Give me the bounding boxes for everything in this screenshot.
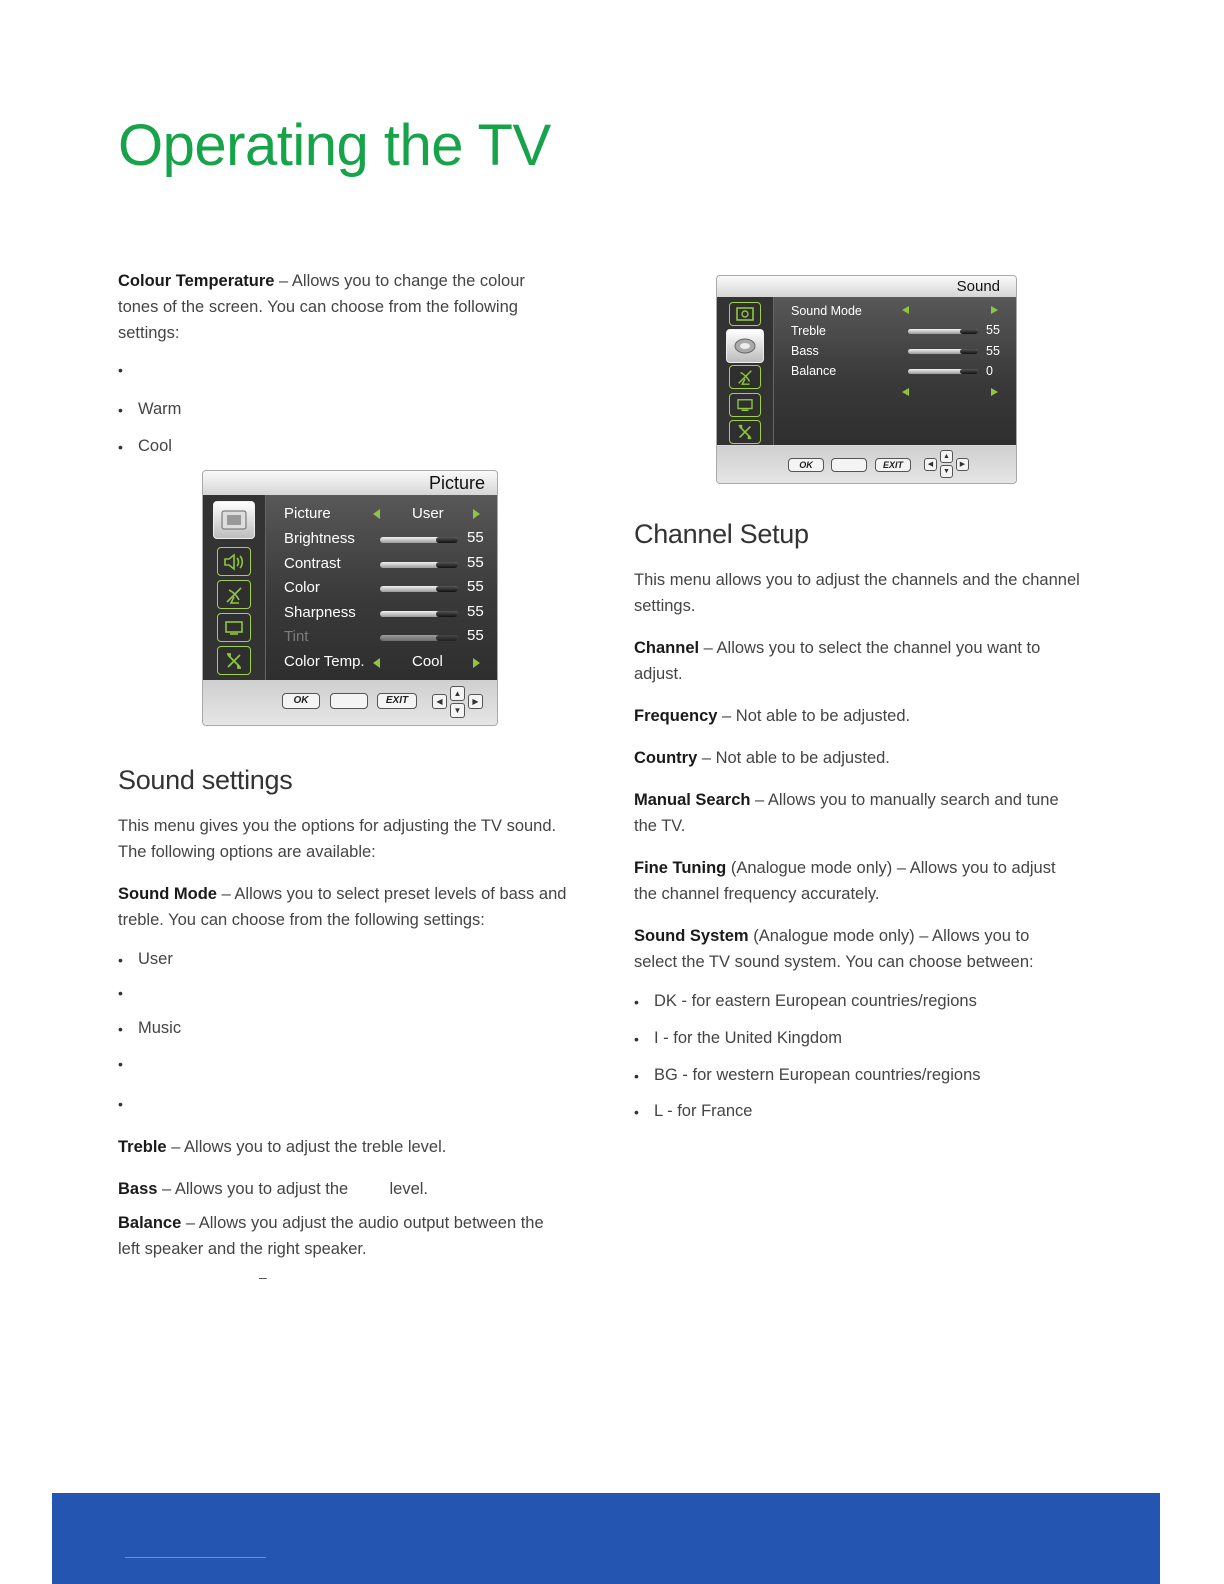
osd-row-label[interactable]: Balance	[791, 364, 837, 378]
footer-link[interactable]	[125, 1557, 266, 1558]
bass-slider[interactable]	[908, 349, 978, 354]
nav-up-icon[interactable]: ▲	[450, 686, 465, 701]
speaker-icon[interactable]	[726, 329, 764, 363]
blank-button[interactable]	[330, 693, 368, 709]
brightness-slider[interactable]	[380, 537, 458, 543]
osd-row-value: 55	[467, 603, 484, 620]
footer-bar	[52, 1493, 1160, 1584]
list-item: •	[118, 1096, 123, 1112]
ok-button[interactable]: OK	[282, 693, 320, 709]
sound-settings-heading: Sound settings	[118, 765, 293, 795]
treble-desc: Treble – Allows you to adjust the treble level.	[118, 1138, 447, 1156]
sharpness-slider[interactable]	[380, 611, 458, 617]
osd-row-value: 55	[467, 627, 484, 644]
exit-button[interactable]: EXIT	[377, 693, 417, 709]
osd-row-label[interactable]: Bass	[791, 344, 819, 358]
nav-right-icon[interactable]: ▶	[468, 694, 483, 709]
osd-header: Picture	[203, 471, 497, 495]
arrow-left-icon[interactable]	[902, 306, 909, 314]
balance-desc: Balance – Allows you adjust the audio output between the left speaker and the right speaker.	[118, 1214, 544, 1258]
list-item: •	[118, 362, 123, 378]
fine-tuning-desc: Fine Tuning (Analogue mode only) – Allows you to adjust the channel frequency accurately.	[634, 859, 1056, 903]
arrow-right-icon[interactable]	[473, 658, 480, 668]
page-title: Operating the TV	[118, 113, 551, 178]
list-item: • L - for France	[634, 1102, 753, 1120]
arrow-right-icon[interactable]	[991, 388, 998, 396]
picture-icon[interactable]	[729, 302, 761, 326]
arrow-left-icon[interactable]	[373, 509, 380, 519]
osd-row-label[interactable]: Brightness	[284, 530, 355, 547]
country-desc: Country – Not able to be adjusted.	[634, 749, 890, 767]
nav-down-icon[interactable]: ▼	[450, 703, 465, 718]
colour-temperature-term: Colour Temperature	[118, 272, 275, 290]
nav-right-icon[interactable]: ▶	[956, 458, 969, 471]
trailing-dash: –	[259, 1269, 267, 1285]
sound-mode-desc: Sound Mode – Allows you to select preset levels of bass and treble. You can choose from the following settings:	[118, 885, 567, 929]
osd-row-value: 55	[467, 578, 484, 595]
frequency-desc: Frequency – Not able to be adjusted.	[634, 707, 911, 725]
osd-row-label[interactable]: Sound Mode	[791, 304, 862, 318]
nav-left-icon[interactable]: ◀	[432, 694, 447, 709]
list-item: • BG - for western European countries/regions	[634, 1066, 981, 1084]
osd-row-value: 55	[986, 323, 1000, 337]
picture-osd-panel	[202, 470, 498, 726]
osd-row-value: 0	[986, 364, 993, 378]
osd-row-value: 55	[986, 344, 1000, 358]
list-item: •	[118, 985, 123, 1001]
antenna-icon[interactable]	[217, 580, 251, 609]
osd-row-value: Cool	[412, 653, 443, 670]
tint-slider	[380, 635, 458, 641]
list-item: • DK - for eastern European countries/regions	[634, 992, 977, 1010]
sound-intro: This menu gives you the options for adjusting the TV sound. The following options are available:	[118, 817, 557, 861]
list-item: • I - for the United Kingdom	[634, 1029, 843, 1047]
arrow-left-icon[interactable]	[373, 658, 380, 668]
osd-row-label[interactable]: Color	[284, 579, 320, 596]
tools-icon[interactable]	[729, 420, 761, 444]
osd-row-label[interactable]: Picture	[284, 505, 331, 522]
arrow-right-icon[interactable]	[473, 509, 480, 519]
antenna-icon[interactable]	[729, 365, 761, 389]
osd-row-label: Tint	[284, 628, 309, 645]
picture-icon[interactable]	[213, 501, 255, 539]
osd-row-value: User	[412, 505, 444, 522]
balance-slider[interactable]	[908, 369, 978, 374]
sound-system-desc: Sound System (Analogue mode only) – Allows you to select the TV sound system. You can choose between:	[634, 927, 1034, 971]
speaker-icon[interactable]	[217, 547, 251, 576]
osd-row-label[interactable]: Color Temp.	[284, 653, 365, 670]
sound-osd-panel	[716, 275, 1017, 484]
arrow-left-icon[interactable]	[902, 388, 909, 396]
channel-intro: This menu allows you to adjust the channels and the channel settings.	[634, 571, 1080, 615]
blank-button[interactable]	[831, 458, 867, 472]
sound-mode-term: Sound Mode	[118, 885, 217, 903]
nav-up-icon[interactable]: ▲	[940, 450, 953, 463]
screen-icon[interactable]	[217, 613, 251, 642]
osd-footer	[203, 680, 497, 725]
colour-temperature-desc: Colour Temperature – Allows you to change the colour tones of the screen. You can choose from the following settings:	[118, 272, 525, 342]
manual-search-desc: Manual Search – Allows you to manually search and tune the TV.	[634, 791, 1059, 835]
ok-button[interactable]: OK	[788, 458, 824, 472]
osd-row-label[interactable]: Treble	[791, 324, 826, 338]
color-slider[interactable]	[380, 586, 458, 592]
treble-slider[interactable]	[908, 329, 978, 334]
osd-row-label[interactable]: Contrast	[284, 555, 341, 572]
osd-header: Sound	[717, 276, 1016, 297]
bass-desc: Bass – Allows you to adjust the level.	[118, 1180, 429, 1198]
nav-down-icon[interactable]: ▼	[940, 465, 953, 478]
osd-row-value: 55	[467, 529, 484, 546]
list-item: • Music	[118, 1019, 182, 1037]
tools-icon[interactable]	[217, 646, 251, 675]
list-item: • Warm	[118, 400, 182, 418]
osd-row-value: 55	[467, 554, 484, 571]
arrow-right-icon[interactable]	[991, 306, 998, 314]
osd-row-label[interactable]: Sharpness	[284, 604, 356, 621]
contrast-slider[interactable]	[380, 562, 458, 568]
nav-left-icon[interactable]: ◀	[924, 458, 937, 471]
screen-icon[interactable]	[729, 393, 761, 417]
channel-setup-heading: Channel Setup	[634, 519, 809, 549]
list-item: • Cool	[118, 437, 172, 455]
list-item: •	[118, 1056, 123, 1072]
exit-button[interactable]: EXIT	[875, 458, 911, 472]
colour-temperature-section	[118, 268, 588, 346]
osd-footer	[717, 446, 1016, 483]
list-item: • User	[118, 950, 173, 968]
channel-desc: Channel – Allows you to select the channel you want to adjust.	[634, 639, 1041, 683]
